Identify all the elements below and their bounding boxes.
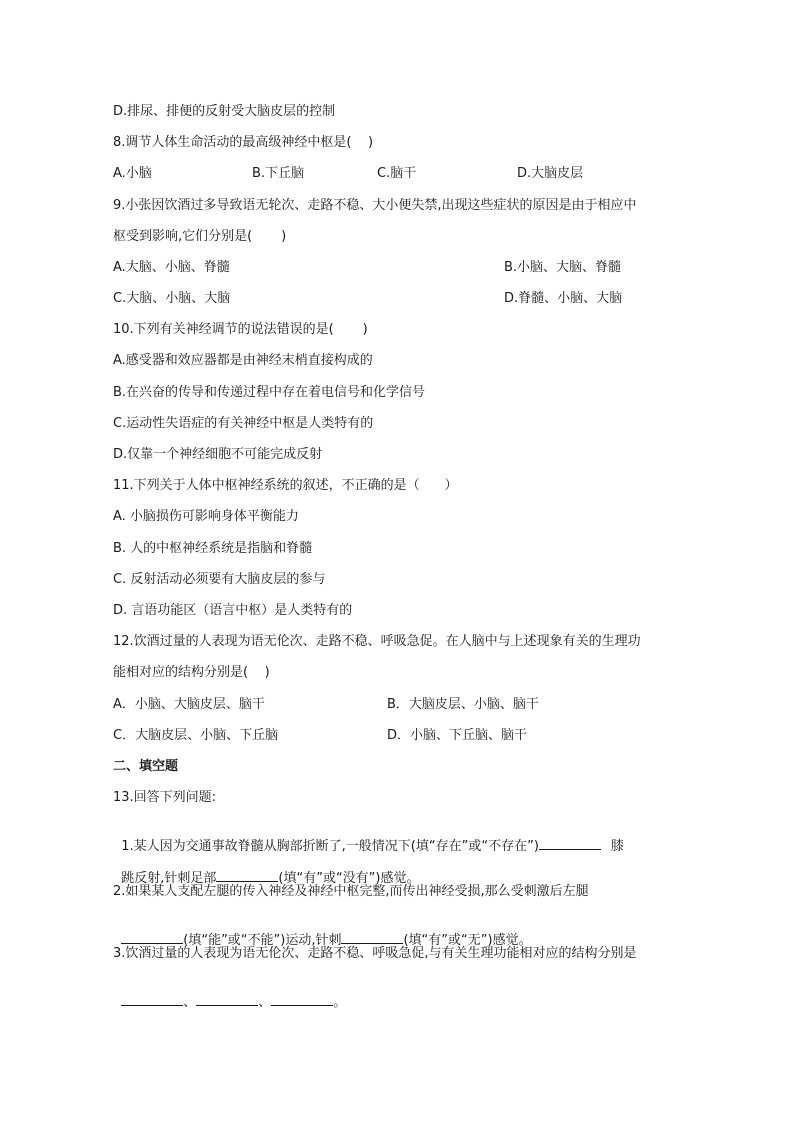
question-8-option-d: D.大脑皮层 bbox=[517, 166, 584, 181]
question-12-option-d: D．小脑、下丘脑、脑干 bbox=[387, 728, 528, 743]
question-13-part1-line1 bbox=[113, 821, 624, 855]
question-11-option-b: B. 人的中枢神经系统是指脑和脊髓 bbox=[113, 541, 313, 556]
part2-text-b: (填“能”或“不能”)运动,针刺 bbox=[183, 933, 342, 948]
question-8-option-b: B.下丘脑 bbox=[252, 166, 305, 181]
question-9-option-a: A.大脑、小脑、脊髓 bbox=[113, 260, 230, 275]
answer-blank-3[interactable] bbox=[121, 931, 183, 944]
question-13-part3-line1: 3.饮酒过量的人表现为语无伦次、走路不稳、呼吸急促,与有关生理功能相对应的结构分别是 bbox=[113, 946, 637, 961]
question-10-option-b: B.在兴奋的传导和传递过程中存在着电信号和化学信号 bbox=[113, 385, 426, 400]
question-9-option-d: D.脊髓、小脑、大脑 bbox=[504, 291, 623, 306]
question-9-option-c: C.大脑、小脑、大脑 bbox=[113, 291, 231, 306]
answer-blank-7[interactable] bbox=[271, 993, 333, 1006]
question-10-option-a: A.感受器和效应器都是由神经末梢直接构成的 bbox=[113, 353, 373, 368]
question-12-option-a: A．小脑、大脑皮层、脑干 bbox=[113, 697, 265, 712]
question-13-part2-line2 bbox=[113, 915, 532, 949]
answer-blank-5[interactable] bbox=[121, 993, 183, 1006]
question-11-option-a: A. 小脑损伤可影响身体平衡能力 bbox=[113, 509, 299, 524]
question-9-stem-line1: 9.小张因饮酒过多导致语无轮次、走路不稳、大小便失禁,出现这些症状的原因是由于相应中 bbox=[113, 198, 637, 213]
question-12-option-c: C．大脑皮层、小脑、下丘脑 bbox=[113, 728, 279, 743]
question-12-stem-line2: 能相对应的结构分别是( ) bbox=[113, 665, 270, 680]
part1-text-b: 膝 bbox=[610, 839, 624, 854]
question-11-option-d: D. 言语功能区（语言中枢）是人类特有的 bbox=[113, 603, 353, 618]
option-d-prev: D.排尿、排便的反射受大脑皮层的控制 bbox=[113, 104, 336, 119]
question-12-option-b: B．大脑皮层、小脑、脑干 bbox=[387, 697, 539, 712]
question-9-stem-line2: 枢受到影响,它们分别是( ) bbox=[113, 229, 287, 244]
section-heading: 二、填空题 bbox=[113, 759, 179, 774]
answer-blank-6[interactable] bbox=[196, 993, 258, 1006]
part2-text-c: (填“有”或“无”)感觉。 bbox=[403, 933, 532, 948]
question-11-stem: 11.下列关于人体中枢神经系统的叙述，不正确的是（ ） bbox=[113, 478, 458, 493]
separator-2: 、 bbox=[258, 995, 272, 1010]
question-13-stem: 13.回答下列问题: bbox=[113, 790, 217, 805]
end-mark: 。 bbox=[333, 995, 347, 1010]
question-13-part1-line2 bbox=[113, 853, 420, 887]
question-12-stem-line1: 12.饮酒过量的人表现为语无伦次、走路不稳、呼吸急促。在人脑中与上述现象有关的生理功 bbox=[113, 634, 641, 649]
question-9-option-b: B.小脑、大脑、脊髓 bbox=[504, 260, 622, 275]
answer-blank-2[interactable] bbox=[216, 869, 278, 882]
question-10-option-d: D.仅靠一个神经细胞不可能完成反射 bbox=[113, 447, 323, 462]
question-10-stem: 10.下列有关神经调节的说法错误的是( ) bbox=[113, 322, 368, 337]
question-8-option-a: A.小脑 bbox=[113, 166, 152, 181]
question-11-option-c: C. 反射活动必须要有大脑皮层的参与 bbox=[113, 572, 326, 587]
answer-blank-1[interactable] bbox=[539, 837, 601, 850]
question-13-part3-line2 bbox=[113, 977, 346, 1011]
part1-text-c: 跳反射,针刺足部 bbox=[121, 871, 217, 886]
part1-text-d: (填“有”或“没有”)感觉。 bbox=[278, 871, 420, 886]
question-13-part2-line1: 2.如果某人支配左腿的传入神经及神经中枢完整,而传出神经受损,那么受刺激后左腿 bbox=[113, 884, 589, 899]
question-8-stem: 8.调节人体生命活动的最高级神经中枢是( ) bbox=[113, 135, 374, 150]
separator-1: 、 bbox=[183, 995, 197, 1010]
question-8-option-c: C.脑干 bbox=[377, 166, 417, 181]
question-10-option-c: C.运动性失语症的有关神经中枢是人类特有的 bbox=[113, 416, 374, 431]
answer-blank-4[interactable] bbox=[341, 931, 403, 944]
part1-text-a: 1.某人因为交通事故脊髓从胸部折断了,一般情况下(填“存在”或“不存在”) bbox=[121, 839, 539, 854]
